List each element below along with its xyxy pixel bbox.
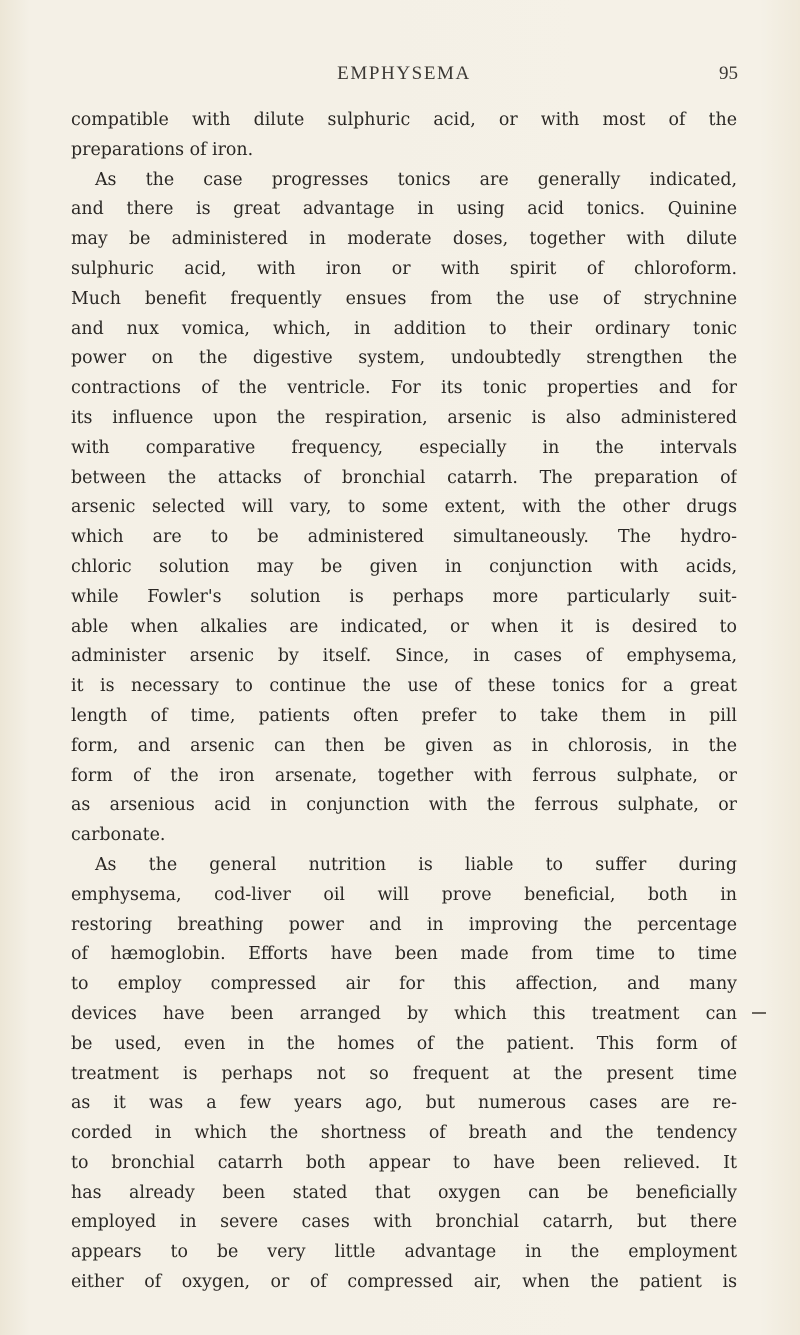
text-line: its influence upon the respiration, arsenic is also administered — [71, 407, 737, 428]
text-line: employed in severe cases with bronchial catarrh, but there — [71, 1212, 737, 1233]
text-line: appears to be very little advantage in the employment — [71, 1242, 737, 1263]
body-text — [71, 106, 737, 1298]
text-line: Much benefit frequently ensues from the use of strychnine — [71, 288, 737, 309]
text-line: sulphuric acid, with iron or with spirit of chloroform. — [71, 258, 737, 279]
text-line: chloric solution may be given in conjunction with acids, — [71, 556, 737, 577]
text-line: As the case progresses tonics are generally indicated, — [95, 169, 737, 190]
text-line: with comparative frequency, especially in the intervals — [71, 437, 737, 458]
text-line: corded in which the shortness of breath and the tendency — [71, 1123, 737, 1144]
text-line: be used, even in the homes of the patient. This form of — [71, 1033, 737, 1054]
text-line: form, and arsenic can then be given as in chlorosis, in the — [71, 735, 737, 756]
margin-mark — [752, 1012, 766, 1014]
text-line: either of oxygen, or of compressed air, when the patient is — [71, 1272, 737, 1293]
text-line: able when alkalies are indicated, or when it is desired to — [71, 616, 737, 637]
text-line: arsenic selected will vary, to some extent, with the other drugs — [71, 497, 737, 518]
text-line: of hæmoglobin. Efforts have been made from time to time — [71, 944, 737, 965]
page-number: 95 — [719, 63, 738, 84]
text-line: between the attacks of bronchial catarrh. The preparation of — [71, 467, 737, 488]
text-line: it is necessary to continue the use of these tonics for a great — [71, 676, 737, 697]
running-head — [70, 63, 738, 93]
text-line: and there is great advantage in using acid tonics. Quinine — [71, 199, 737, 220]
text-line: compatible with dilute sulphuric acid, or with most of the — [71, 110, 737, 130]
text-line: carbonate. — [71, 825, 166, 846]
text-line: contractions of the ventricle. For its tonic properties and for — [71, 378, 737, 399]
text-line: to bronchial catarrh both appear to have been relieved. It — [71, 1152, 737, 1173]
text-line: restoring breathing power and in improving the percentage — [71, 914, 737, 935]
text-line: As the general nutrition is liable to suffer during — [95, 854, 737, 875]
text-line: as it was a few years ago, but numerous cases are re- — [71, 1093, 737, 1114]
text-line: power on the digestive system, undoubtedly strengthen the — [71, 348, 737, 369]
text-line: administer arsenic by itself. Since, in cases of emphysema, — [71, 646, 737, 667]
text-line: which are to be administered simultaneously. The hydro- — [71, 527, 737, 548]
text-line: form of the iron arsenate, together with ferrous sulphate, or — [71, 765, 737, 786]
text-line: may be administered in moderate doses, together with dilute — [71, 229, 737, 250]
text-line: treatment is perhaps not so frequent at the present time — [71, 1063, 737, 1084]
text-line: length of time, patients often prefer to take them in pill — [71, 705, 737, 726]
text-line: devices have been arranged by which this treatment can — [71, 1003, 737, 1024]
running-title: EMPHYSEMA — [337, 63, 471, 84]
text-line: while Fowler's solution is perhaps more particularly suit- — [71, 586, 737, 607]
text-line: emphysema, cod-liver oil will prove beneficial, both in — [71, 884, 737, 905]
text-line: as arsenious acid in conjunction with the ferrous sulphate, or — [71, 795, 737, 816]
text-line: to employ compressed air for this affection, and many — [71, 974, 737, 995]
text-line: and nux vomica, which, in addition to their ordinary tonic — [71, 318, 737, 339]
text-line: preparations of iron. — [71, 139, 254, 160]
text-line: has already been stated that oxygen can be beneficially — [71, 1182, 737, 1203]
